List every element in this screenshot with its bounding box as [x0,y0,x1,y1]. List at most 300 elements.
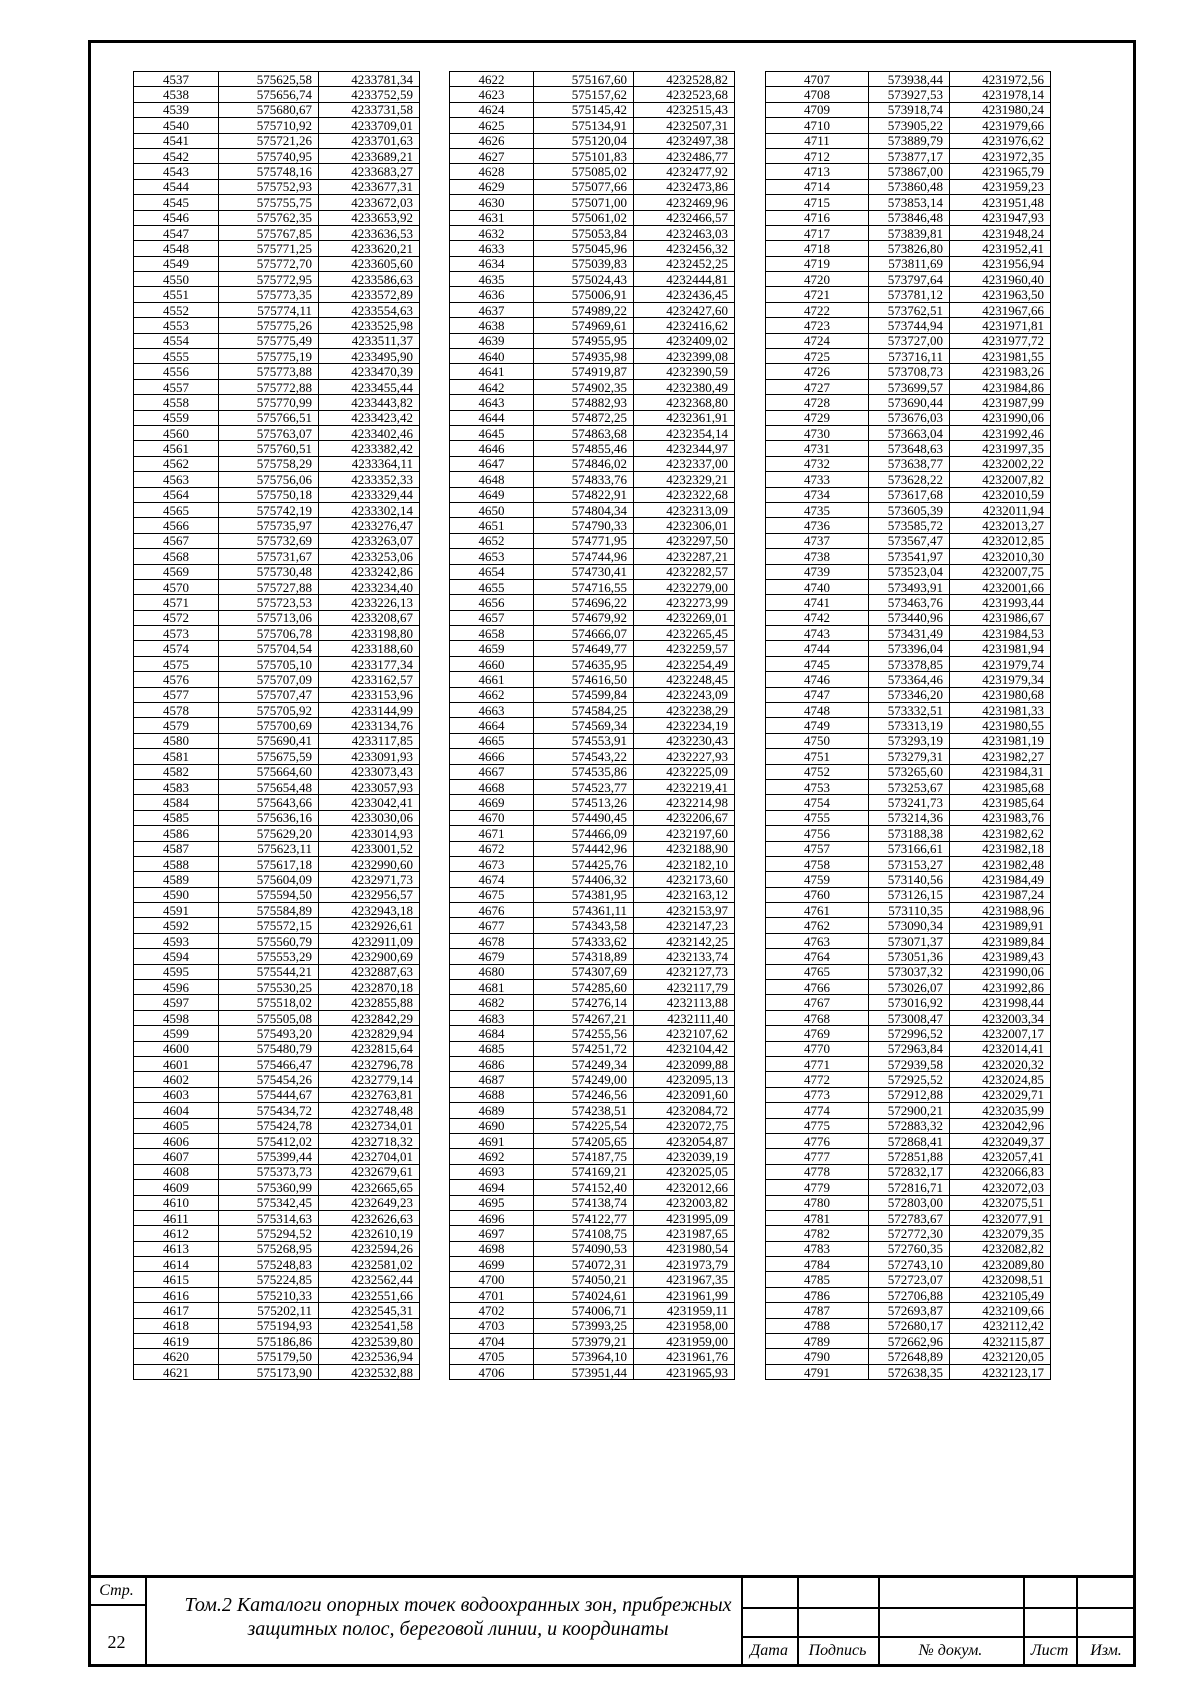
table-row [134,610,420,625]
coord-y: 4231990,06 [950,410,1051,425]
table-row [766,1364,1051,1379]
table-row [450,1226,735,1241]
point-number: 4666 [450,749,534,764]
point-number: 4725 [766,349,869,364]
coord-x: 574285,60 [534,980,634,995]
table-row [134,72,420,87]
table-row [134,179,420,194]
point-number: 4540 [134,118,219,133]
coord-x: 575179,50 [219,1349,319,1364]
coord-y: 4231986,67 [950,610,1051,625]
table-row [134,795,420,810]
point-number: 4547 [134,225,219,240]
coord-y: 4232815,64 [319,1041,420,1056]
point-number: 4622 [450,72,534,87]
coord-y: 4231952,41 [950,241,1051,256]
point-number: 4719 [766,256,869,271]
point-number: 4773 [766,1087,869,1102]
coord-x: 572743,10 [869,1257,950,1272]
point-number: 4685 [450,1041,534,1056]
coord-x: 575584,89 [219,903,319,918]
table-row [766,918,1051,933]
coord-y: 4233572,89 [319,287,420,302]
coord-y: 4232012,85 [950,533,1051,548]
point-number: 4600 [134,1041,219,1056]
table-row [766,256,1051,271]
coord-x: 572772,30 [869,1226,950,1241]
table-row [766,118,1051,133]
coord-y: 4231978,14 [950,87,1051,102]
point-number: 4707 [766,72,869,87]
coord-x: 573279,31 [869,749,950,764]
point-number: 4596 [134,980,219,995]
coord-y: 4232581,02 [319,1257,420,1272]
point-number: 4554 [134,333,219,348]
point-number: 4549 [134,256,219,271]
coord-x: 572680,17 [869,1318,950,1333]
point-number: 4567 [134,533,219,548]
coord-y: 4233198,80 [319,626,420,641]
table-row [134,456,420,471]
table-row [134,1257,420,1272]
point-number: 4593 [134,933,219,948]
table-row [450,1041,735,1056]
coord-y: 4233014,93 [319,826,420,841]
coord-x: 575680,67 [219,102,319,117]
coord-y: 4231961,99 [634,1287,735,1302]
table-row [450,256,735,271]
coord-y: 4232248,45 [634,672,735,687]
point-number: 4735 [766,502,869,517]
point-number: 4539 [134,102,219,117]
table-row [450,379,735,394]
table-row [450,949,735,964]
table-row [450,102,735,117]
coord-x: 575705,10 [219,656,319,671]
table-row [766,164,1051,179]
coord-x: 573346,20 [869,687,950,702]
table-row [766,872,1051,887]
coord-x: 575707,09 [219,672,319,687]
coord-x: 572963,84 [869,1041,950,1056]
coord-y: 4231981,94 [950,641,1051,656]
point-number: 4709 [766,102,869,117]
point-number: 4766 [766,980,869,995]
table-row [134,533,420,548]
coord-x: 573699,57 [869,379,950,394]
table-row [450,302,735,317]
coord-x: 574251,72 [534,1041,634,1056]
coord-y: 4232779,14 [319,1072,420,1087]
table-row [134,502,420,517]
point-number: 4722 [766,302,869,317]
coord-x: 575752,93 [219,179,319,194]
coord-x: 573037,32 [869,964,950,979]
table-row [450,210,735,225]
coord-x: 573008,47 [869,1010,950,1025]
point-number: 4774 [766,1103,869,1118]
point-number: 4780 [766,1195,869,1210]
coord-y: 4232003,82 [634,1195,735,1210]
coord-y: 4231987,24 [950,887,1051,902]
table-row [450,1349,735,1364]
coord-x: 573853,14 [869,195,950,210]
title-block [88,1575,1136,1667]
table-row [134,995,420,1010]
coord-x: 575039,83 [534,256,634,271]
coord-y: 4233329,44 [319,487,420,502]
coord-y: 4232539,80 [319,1334,420,1349]
coord-x: 573846,48 [869,210,950,225]
table-row [134,1272,420,1287]
table-row [134,1364,420,1379]
table-row [450,718,735,733]
coord-y: 4232010,30 [950,549,1051,564]
table-row [134,703,420,718]
point-number: 4579 [134,718,219,733]
point-number: 4788 [766,1318,869,1333]
coord-x: 575466,47 [219,1057,319,1072]
coord-x: 574307,69 [534,964,634,979]
coord-y: 4232057,41 [950,1149,1051,1164]
point-number: 4641 [450,364,534,379]
coord-x: 573463,76 [869,595,950,610]
table-row [450,441,735,456]
coord-x: 572912,88 [869,1087,950,1102]
coord-y: 4232188,90 [634,841,735,856]
table-row [134,1041,420,1056]
coord-y: 4232163,12 [634,887,735,902]
coord-y: 4232523,68 [634,87,735,102]
point-number: 4763 [766,933,869,948]
table-row [450,1257,735,1272]
point-number: 4642 [450,379,534,394]
point-number: 4638 [450,318,534,333]
point-number: 4777 [766,1149,869,1164]
table-row [766,826,1051,841]
table-row [134,256,420,271]
coord-y: 4232227,93 [634,749,735,764]
point-number: 4611 [134,1210,219,1225]
coord-y: 4231963,50 [950,287,1051,302]
point-number: 4744 [766,641,869,656]
point-number: 4548 [134,241,219,256]
point-number: 4586 [134,826,219,841]
coord-y: 4232142,25 [634,933,735,948]
coord-x: 575664,60 [219,764,319,779]
coord-x: 573727,00 [869,333,950,348]
coord-x: 573905,22 [869,118,950,133]
point-number: 4776 [766,1133,869,1148]
coord-y: 4232344,97 [634,441,735,456]
point-number: 4656 [450,595,534,610]
coord-x: 573744,94 [869,318,950,333]
table-row [450,579,735,594]
coord-y: 4232486,77 [634,148,735,163]
table-row [766,1026,1051,1041]
coord-x: 575530,25 [219,980,319,995]
table-row [766,1226,1051,1241]
coord-x: 575770,99 [219,395,319,410]
coord-x: 575045,96 [534,241,634,256]
point-number: 4762 [766,918,869,933]
coord-x: 574649,77 [534,641,634,656]
coord-x: 574679,92 [534,610,634,625]
point-number: 4786 [766,1287,869,1302]
coord-x: 575771,25 [219,241,319,256]
table-row [134,579,420,594]
point-number: 4756 [766,826,869,841]
coord-y: 4232466,57 [634,210,735,225]
coord-y: 4231983,76 [950,810,1051,825]
coord-x: 575173,90 [219,1364,319,1379]
coord-x: 573918,74 [869,102,950,117]
table-row [450,518,735,533]
point-number: 4553 [134,318,219,333]
point-number: 4770 [766,1041,869,1056]
coord-y: 4233781,34 [319,72,420,87]
coord-y: 4233042,41 [319,795,420,810]
table-row [766,810,1051,825]
coord-x: 573541,97 [869,549,950,564]
coord-x: 575248,83 [219,1257,319,1272]
point-number: 4779 [766,1180,869,1195]
coord-x: 575636,16 [219,810,319,825]
coord-x: 574599,84 [534,687,634,702]
table-row [450,887,735,902]
table-row [766,1210,1051,1225]
table-row [766,856,1051,871]
coord-x: 575773,88 [219,364,319,379]
coord-x: 575704,54 [219,641,319,656]
coord-x: 573867,00 [869,164,950,179]
point-number: 4566 [134,518,219,533]
table-row [450,549,735,564]
coord-y: 4232127,73 [634,964,735,979]
coord-y: 4232010,59 [950,487,1051,502]
table-row [450,425,735,440]
point-number: 4655 [450,579,534,594]
table-row [766,1272,1051,1287]
table-row [450,1057,735,1072]
coord-x: 575732,69 [219,533,319,548]
table-row [134,148,420,163]
table-row [134,102,420,117]
coord-x: 574246,56 [534,1087,634,1102]
table-row [766,1287,1051,1302]
table-row [134,779,420,794]
point-number: 4676 [450,903,534,918]
coord-y: 4232399,08 [634,349,735,364]
coord-x: 573016,92 [869,995,950,1010]
coord-y: 4233253,06 [319,549,420,564]
coord-x: 575053,84 [534,225,634,240]
point-number: 4789 [766,1334,869,1349]
table-row [450,1087,735,1102]
coord-y: 4231965,79 [950,164,1051,179]
table-row [134,195,420,210]
coord-x: 575454,26 [219,1072,319,1087]
coord-x: 575654,48 [219,779,319,794]
point-number: 4558 [134,395,219,410]
coord-y: 4233302,14 [319,502,420,517]
coord-x: 575742,19 [219,502,319,517]
point-number: 4562 [134,456,219,471]
coord-y: 4233731,58 [319,102,420,117]
point-number: 4555 [134,349,219,364]
coord-x: 574187,75 [534,1149,634,1164]
coord-y: 4233242,86 [319,564,420,579]
table-row [766,148,1051,163]
point-number: 4715 [766,195,869,210]
table-row [450,333,735,348]
coord-x: 575434,72 [219,1103,319,1118]
coord-x: 575748,16 [219,164,319,179]
coord-y: 4233636,53 [319,225,420,240]
table-row [766,133,1051,148]
coord-y: 4231985,64 [950,795,1051,810]
table-row [134,826,420,841]
table-row [450,1241,735,1256]
table-row [134,887,420,902]
table-row [134,225,420,240]
point-number: 4713 [766,164,869,179]
point-number: 4630 [450,195,534,210]
coord-y: 4233495,90 [319,349,420,364]
table-row [134,133,420,148]
coord-x: 575493,20 [219,1026,319,1041]
table-row [766,549,1051,564]
point-number: 4760 [766,887,869,902]
table-row [134,1087,420,1102]
point-number: 4650 [450,502,534,517]
coord-y: 4232990,60 [319,856,420,871]
table-row [450,133,735,148]
table-row [134,425,420,440]
stamp-revision-label: Изм. [1090,1642,1122,1659]
coord-x: 574666,07 [534,626,634,641]
coord-y: 4232111,40 [634,1010,735,1025]
coord-x: 574442,96 [534,841,634,856]
table-row [766,641,1051,656]
coord-y: 4232225,09 [634,764,735,779]
coord-y: 4232259,57 [634,641,735,656]
coord-x: 573605,39 [869,502,950,517]
coord-y: 4232014,41 [950,1041,1051,1056]
point-number: 4660 [450,656,534,671]
coord-y: 4232971,73 [319,872,420,887]
coord-x: 573628,22 [869,472,950,487]
coord-x: 575690,41 [219,733,319,748]
coord-x: 574090,53 [534,1241,634,1256]
table-row [134,656,420,671]
coord-y: 4232477,92 [634,164,735,179]
coord-x: 574902,35 [534,379,634,394]
coord-y: 4231989,84 [950,933,1051,948]
coord-y: 4232107,62 [634,1026,735,1041]
table-row [450,1334,735,1349]
coord-y: 4232354,14 [634,425,735,440]
coord-x: 574872,25 [534,410,634,425]
coord-x: 573993,25 [534,1318,634,1333]
table-row [766,1010,1051,1025]
coord-x: 572832,17 [869,1164,950,1179]
point-number: 4712 [766,148,869,163]
table-row [766,933,1051,948]
coord-x: 575553,29 [219,949,319,964]
coord-x: 574822,91 [534,487,634,502]
table-row [134,626,420,641]
coord-y: 4233683,27 [319,164,420,179]
coord-y: 4232029,71 [950,1087,1051,1102]
table-row [134,1026,420,1041]
table-row [450,118,735,133]
coord-y: 4232390,59 [634,364,735,379]
coord-y: 4232002,22 [950,456,1051,471]
point-number: 4577 [134,687,219,702]
coord-y: 4232091,60 [634,1087,735,1102]
table-row [134,164,420,179]
point-number: 4765 [766,964,869,979]
point-number: 4755 [766,810,869,825]
coord-x: 574635,95 [534,656,634,671]
coord-x: 574543,22 [534,749,634,764]
coord-y: 4232473,86 [634,179,735,194]
coord-y: 4232416,62 [634,318,735,333]
table-row [134,518,420,533]
point-number: 4710 [766,118,869,133]
table-row [134,641,420,656]
coord-y: 4231989,43 [950,949,1051,964]
coord-x: 573811,69 [869,256,950,271]
coord-x: 575758,29 [219,456,319,471]
table-row [134,687,420,702]
point-number: 4563 [134,472,219,487]
point-number: 4695 [450,1195,534,1210]
table-row [134,718,420,733]
coord-x: 574267,21 [534,1010,634,1025]
coord-y: 4231990,06 [950,964,1051,979]
coord-x: 575774,11 [219,302,319,317]
coord-x: 575775,19 [219,349,319,364]
table-row [766,964,1051,979]
coord-y: 4232842,29 [319,1010,420,1025]
point-number: 4686 [450,1057,534,1072]
point-number: 4757 [766,841,869,856]
page-number: 22 [107,1632,126,1652]
coord-x: 573676,03 [869,410,950,425]
coord-x: 575167,60 [534,72,634,87]
coord-y: 4231989,91 [950,918,1051,933]
point-number: 4640 [450,349,534,364]
table-row [766,579,1051,594]
point-number: 4661 [450,672,534,687]
coord-y: 4232075,51 [950,1195,1051,1210]
coord-y: 4232796,78 [319,1057,420,1072]
table-row [134,272,420,287]
coord-y: 4232507,31 [634,118,735,133]
coord-y: 4232911,09 [319,933,420,948]
coord-x: 574553,91 [534,733,634,748]
coord-y: 4232515,43 [634,102,735,117]
coord-y: 4232704,01 [319,1149,420,1164]
divider [88,1604,145,1606]
coord-x: 573253,67 [869,779,950,794]
coord-y: 4232541,58 [319,1318,420,1333]
table-row [450,148,735,163]
coord-x: 572868,41 [869,1133,950,1148]
point-number: 4771 [766,1057,869,1072]
